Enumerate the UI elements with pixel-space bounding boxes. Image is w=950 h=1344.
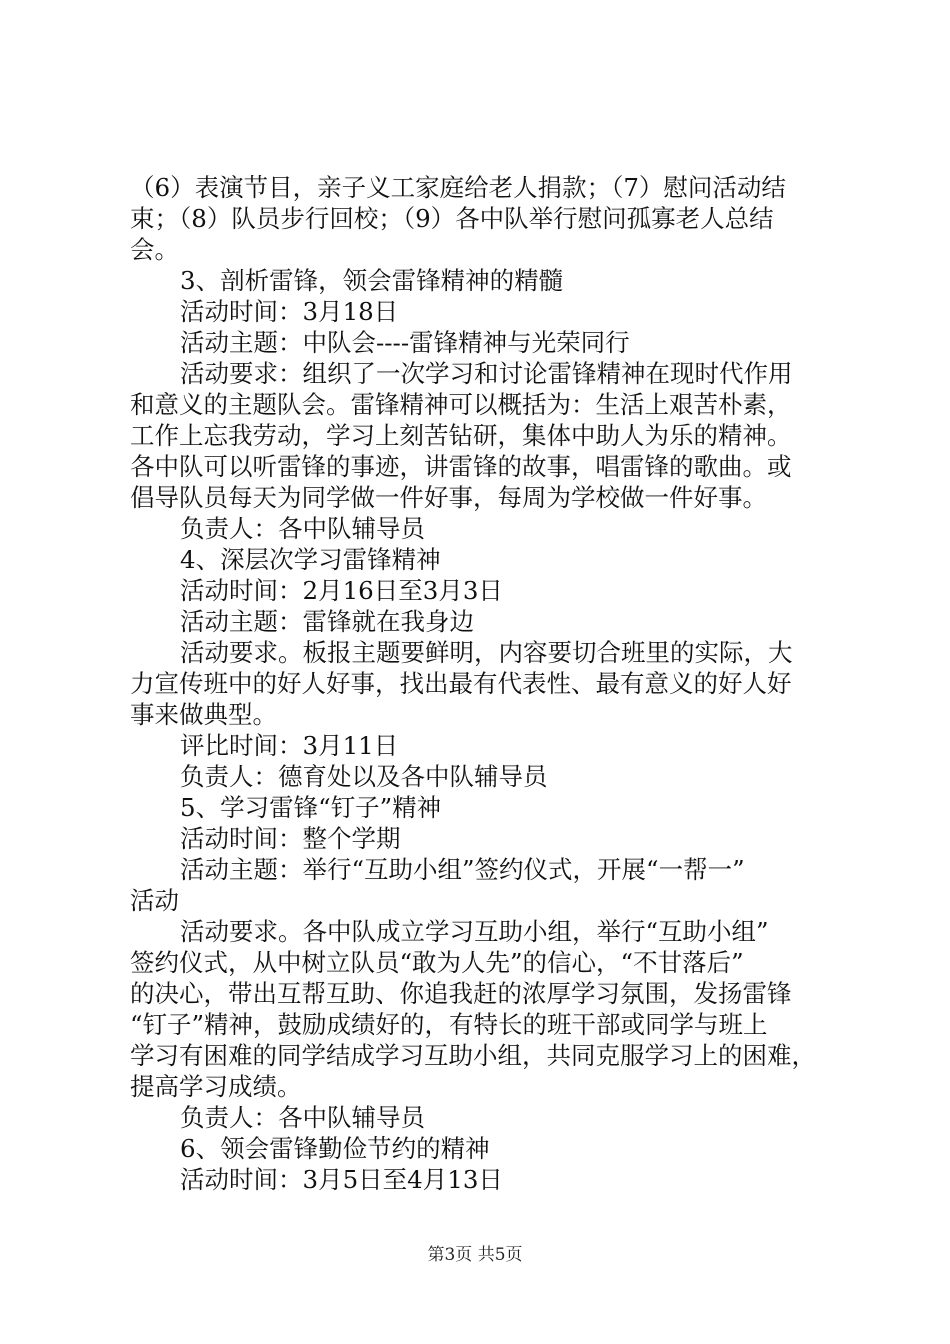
text-line: 倡导队员每天为同学做一件好事，每周为学校做一件好事。 [130,483,767,512]
text-line: 工作上忘我劳动，学习上刻苦钻研，集体中助人为乐的精神。 [130,421,792,450]
text-line: （6）表演节目，亲子义工家庭给老人捐款；（7）慰问活动结 [130,173,786,202]
text-line: 事来做典型。 [130,700,277,729]
text-line: 5、学习雷锋“钉子”精神 [180,793,442,822]
text-line: 束；（8）队员步行回校；（9）各中队举行慰问孤寡老人总结 [130,204,774,233]
text-line: 负责人：各中队辅导员 [180,514,425,543]
text-line: 的决心，带出互帮互助、你追我赶的浓厚学习氛围，发扬雷锋 [130,979,792,1008]
text-line: 活动要求：组织了一次学习和讨论雷锋精神在现时代作用 [180,359,793,388]
text-line: 活动时间：3月18日 [180,297,399,326]
document-body [130,172,835,1195]
text-line: 4、深层次学习雷锋精神 [180,545,441,574]
text-line: 提高学习成绩。 [130,1072,302,1101]
text-line: 各中队可以听雷锋的事迹，讲雷锋的故事，唱雷锋的歌曲。或 [130,452,792,481]
text-line: 活动要求。各中队成立学习互助小组，举行“互助小组” [180,917,769,946]
text-line: 和意义的主题队会。雷锋精神可以概括为：生活上艰苦朴素， [130,390,792,419]
text-line: “钉子”精神，鼓励成绩好的，有特长的班干部或同学与班上 [130,1010,768,1039]
text-line: 活动要求。板报主题要鲜明，内容要切合班里的实际，大 [180,638,793,667]
text-line: 3、剖析雷锋，领会雷锋精神的精髓 [180,266,564,295]
page-number-footer: 第3页 共5页 [427,1245,523,1265]
text-line: 会。 [130,235,179,264]
text-line: 学习有困难的同学结成学习互助小组，共同克服学习上的困难， [130,1041,816,1070]
text-line: 评比时间：3月11日 [180,731,399,760]
text-line: 活动时间：整个学期 [180,824,401,853]
text-line: 活动时间：3月5日至4月13日 [180,1165,503,1194]
text-line: 6、领会雷锋勤俭节约的精神 [180,1134,490,1163]
text-line: 负责人：德育处以及各中队辅导员 [180,762,548,791]
text-line: 活动主题：举行“互助小组”签约仪式，开展“一帮一” [180,855,745,884]
text-line: 力宣传班中的好人好事，找出最有代表性、最有意义的好人好 [130,669,792,698]
text-line: 活动 [130,886,179,915]
text-line: 活动时间：2月16日至3月3日 [180,576,503,605]
text-line: 活动主题：中队会----雷锋精神与光荣同行 [180,328,630,357]
text-line: 签约仪式，从中树立队员“敢为人先”的信心，“不甘落后” [130,948,744,977]
text-line: 活动主题：雷锋就在我身边 [180,607,474,636]
text-line: 负责人：各中队辅导员 [180,1103,425,1132]
